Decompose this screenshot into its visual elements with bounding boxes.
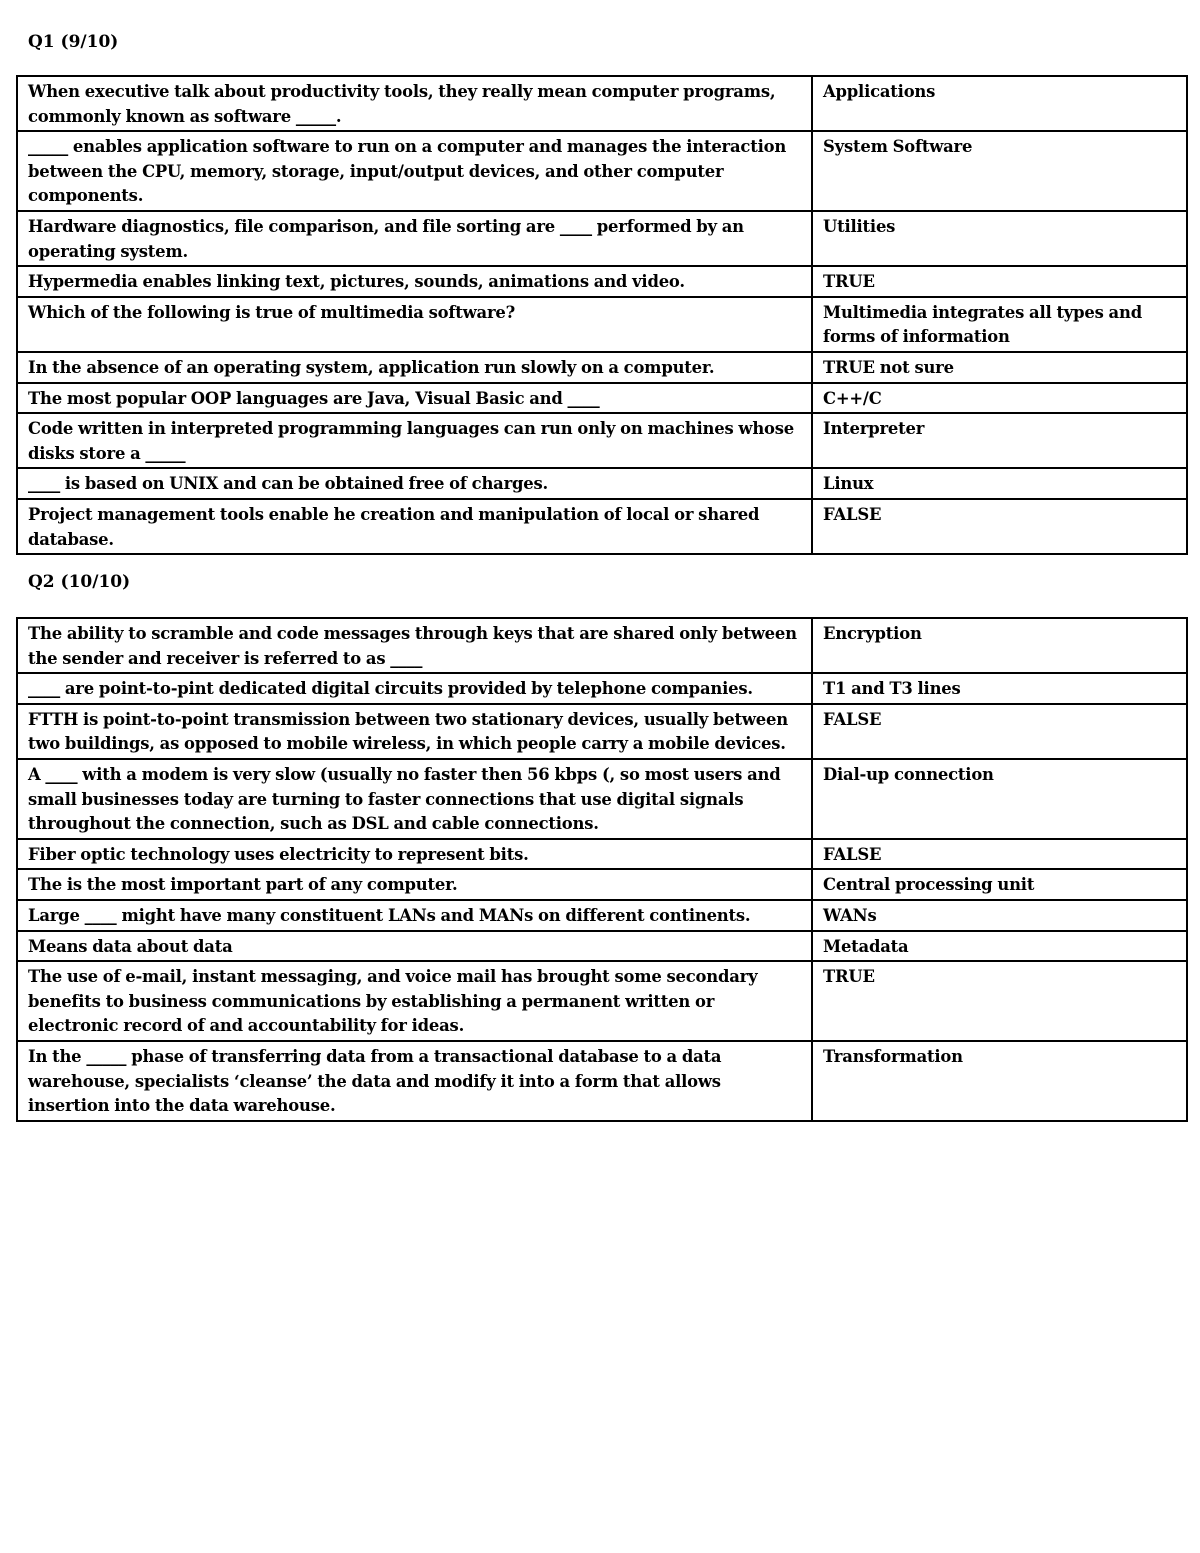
question-cell: Hardware diagnostics, file comparison, and file sorting are ____ performed by an operating system.	[17, 211, 812, 266]
table-row	[17, 839, 1187, 870]
answer-cell: T1 and T3 lines	[812, 673, 1187, 704]
question-cell: Project management tools enable he creation and manipulation of local or shared database.	[17, 499, 812, 554]
answer-cell: Utilities	[812, 211, 1187, 266]
question-cell: The most popular OOP languages are Java, Visual Basic and ____	[17, 383, 812, 414]
answer-cell: Encryption	[812, 618, 1187, 673]
section-title-q1: Q1 (9/10)	[28, 32, 119, 52]
qa-table-q1	[16, 75, 1188, 555]
question-cell: In the _____ phase of transferring data from a transactional database to a data warehouse, specialists ‘cleanse’ the data and modify it into a form that allows insertion into the data warehouse.	[17, 1041, 812, 1121]
answer-cell: TRUE not sure	[812, 352, 1187, 383]
table-row	[17, 1041, 1187, 1121]
question-cell: The ability to scramble and code messages through keys that are shared only between the sender and receiver is referred to as ____	[17, 618, 812, 673]
answer-cell: Metadata	[812, 931, 1187, 962]
table-row	[17, 673, 1187, 704]
answer-cell: Multimedia integrates all types and forms of information	[812, 297, 1187, 352]
answer-cell: FALSE	[812, 704, 1187, 759]
question-cell: Fiber optic technology uses electricity to represent bits.	[17, 839, 812, 870]
answer-cell: Dial-up connection	[812, 759, 1187, 839]
table-row	[17, 383, 1187, 414]
section-title-q2: Q2 (10/10)	[28, 572, 131, 592]
answer-cell: Central processing unit	[812, 869, 1187, 900]
answer-cell: Interpreter	[812, 413, 1187, 468]
table-row	[17, 618, 1187, 673]
question-cell: FTTH is point-to-point transmission between two stationary devices, usually between two buildings, as opposed to mobile wireless, in which people carry a mobile devices.	[17, 704, 812, 759]
question-cell: The use of e-mail, instant messaging, and voice mail has brought some secondary benefits to business communications by establishing a permanent written or electronic record of and accountability for ideas.	[17, 961, 812, 1041]
question-cell: In the absence of an operating system, application run slowly on a computer.	[17, 352, 812, 383]
table-row	[17, 413, 1187, 468]
question-cell: A ____ with a modem is very slow (usually no faster then 56 kbps (, so most users and small businesses today are turning to faster connections that use digital signals throughout the connection, such as DSL and cable connections.	[17, 759, 812, 839]
answer-cell: Linux	[812, 468, 1187, 499]
answer-cell: TRUE	[812, 266, 1187, 297]
answer-cell: System Software	[812, 131, 1187, 211]
table-row	[17, 900, 1187, 931]
table-row	[17, 931, 1187, 962]
question-cell: Code written in interpreted programming languages can run only on machines whose disks store a _____	[17, 413, 812, 468]
question-cell: Which of the following is true of multimedia software?	[17, 297, 812, 352]
table-row	[17, 468, 1187, 499]
question-cell: ____ are point-to-pint dedicated digital circuits provided by telephone companies.	[17, 673, 812, 704]
table-row	[17, 961, 1187, 1041]
answer-cell: Applications	[812, 76, 1187, 131]
question-cell: When executive talk about productivity tools, they really mean computer programs, commonly known as software _____.	[17, 76, 812, 131]
answer-cell: Transformation	[812, 1041, 1187, 1121]
table-row	[17, 266, 1187, 297]
answer-cell: FALSE	[812, 499, 1187, 554]
qa-table-q2	[16, 617, 1188, 1122]
table-row	[17, 76, 1187, 131]
table-row	[17, 211, 1187, 266]
question-cell: Means data about data	[17, 931, 812, 962]
question-cell: _____ enables application software to run on a computer and manages the interaction between the CPU, memory, storage, input/output devices, and other computer components.	[17, 131, 812, 211]
question-cell: Large ____ might have many constituent LANs and MANs on different continents.	[17, 900, 812, 931]
question-cell: The is the most important part of any computer.	[17, 869, 812, 900]
answer-cell: TRUE	[812, 961, 1187, 1041]
table-row	[17, 131, 1187, 211]
answer-cell: C++/C	[812, 383, 1187, 414]
answer-cell: FALSE	[812, 839, 1187, 870]
question-cell: Hypermedia enables linking text, pictures, sounds, animations and video.	[17, 266, 812, 297]
table-row	[17, 352, 1187, 383]
table-row	[17, 297, 1187, 352]
table-row	[17, 759, 1187, 839]
table-row	[17, 869, 1187, 900]
table-row	[17, 704, 1187, 759]
table-row	[17, 499, 1187, 554]
answer-cell: WANs	[812, 900, 1187, 931]
question-cell: ____ is based on UNIX and can be obtained free of charges.	[17, 468, 812, 499]
